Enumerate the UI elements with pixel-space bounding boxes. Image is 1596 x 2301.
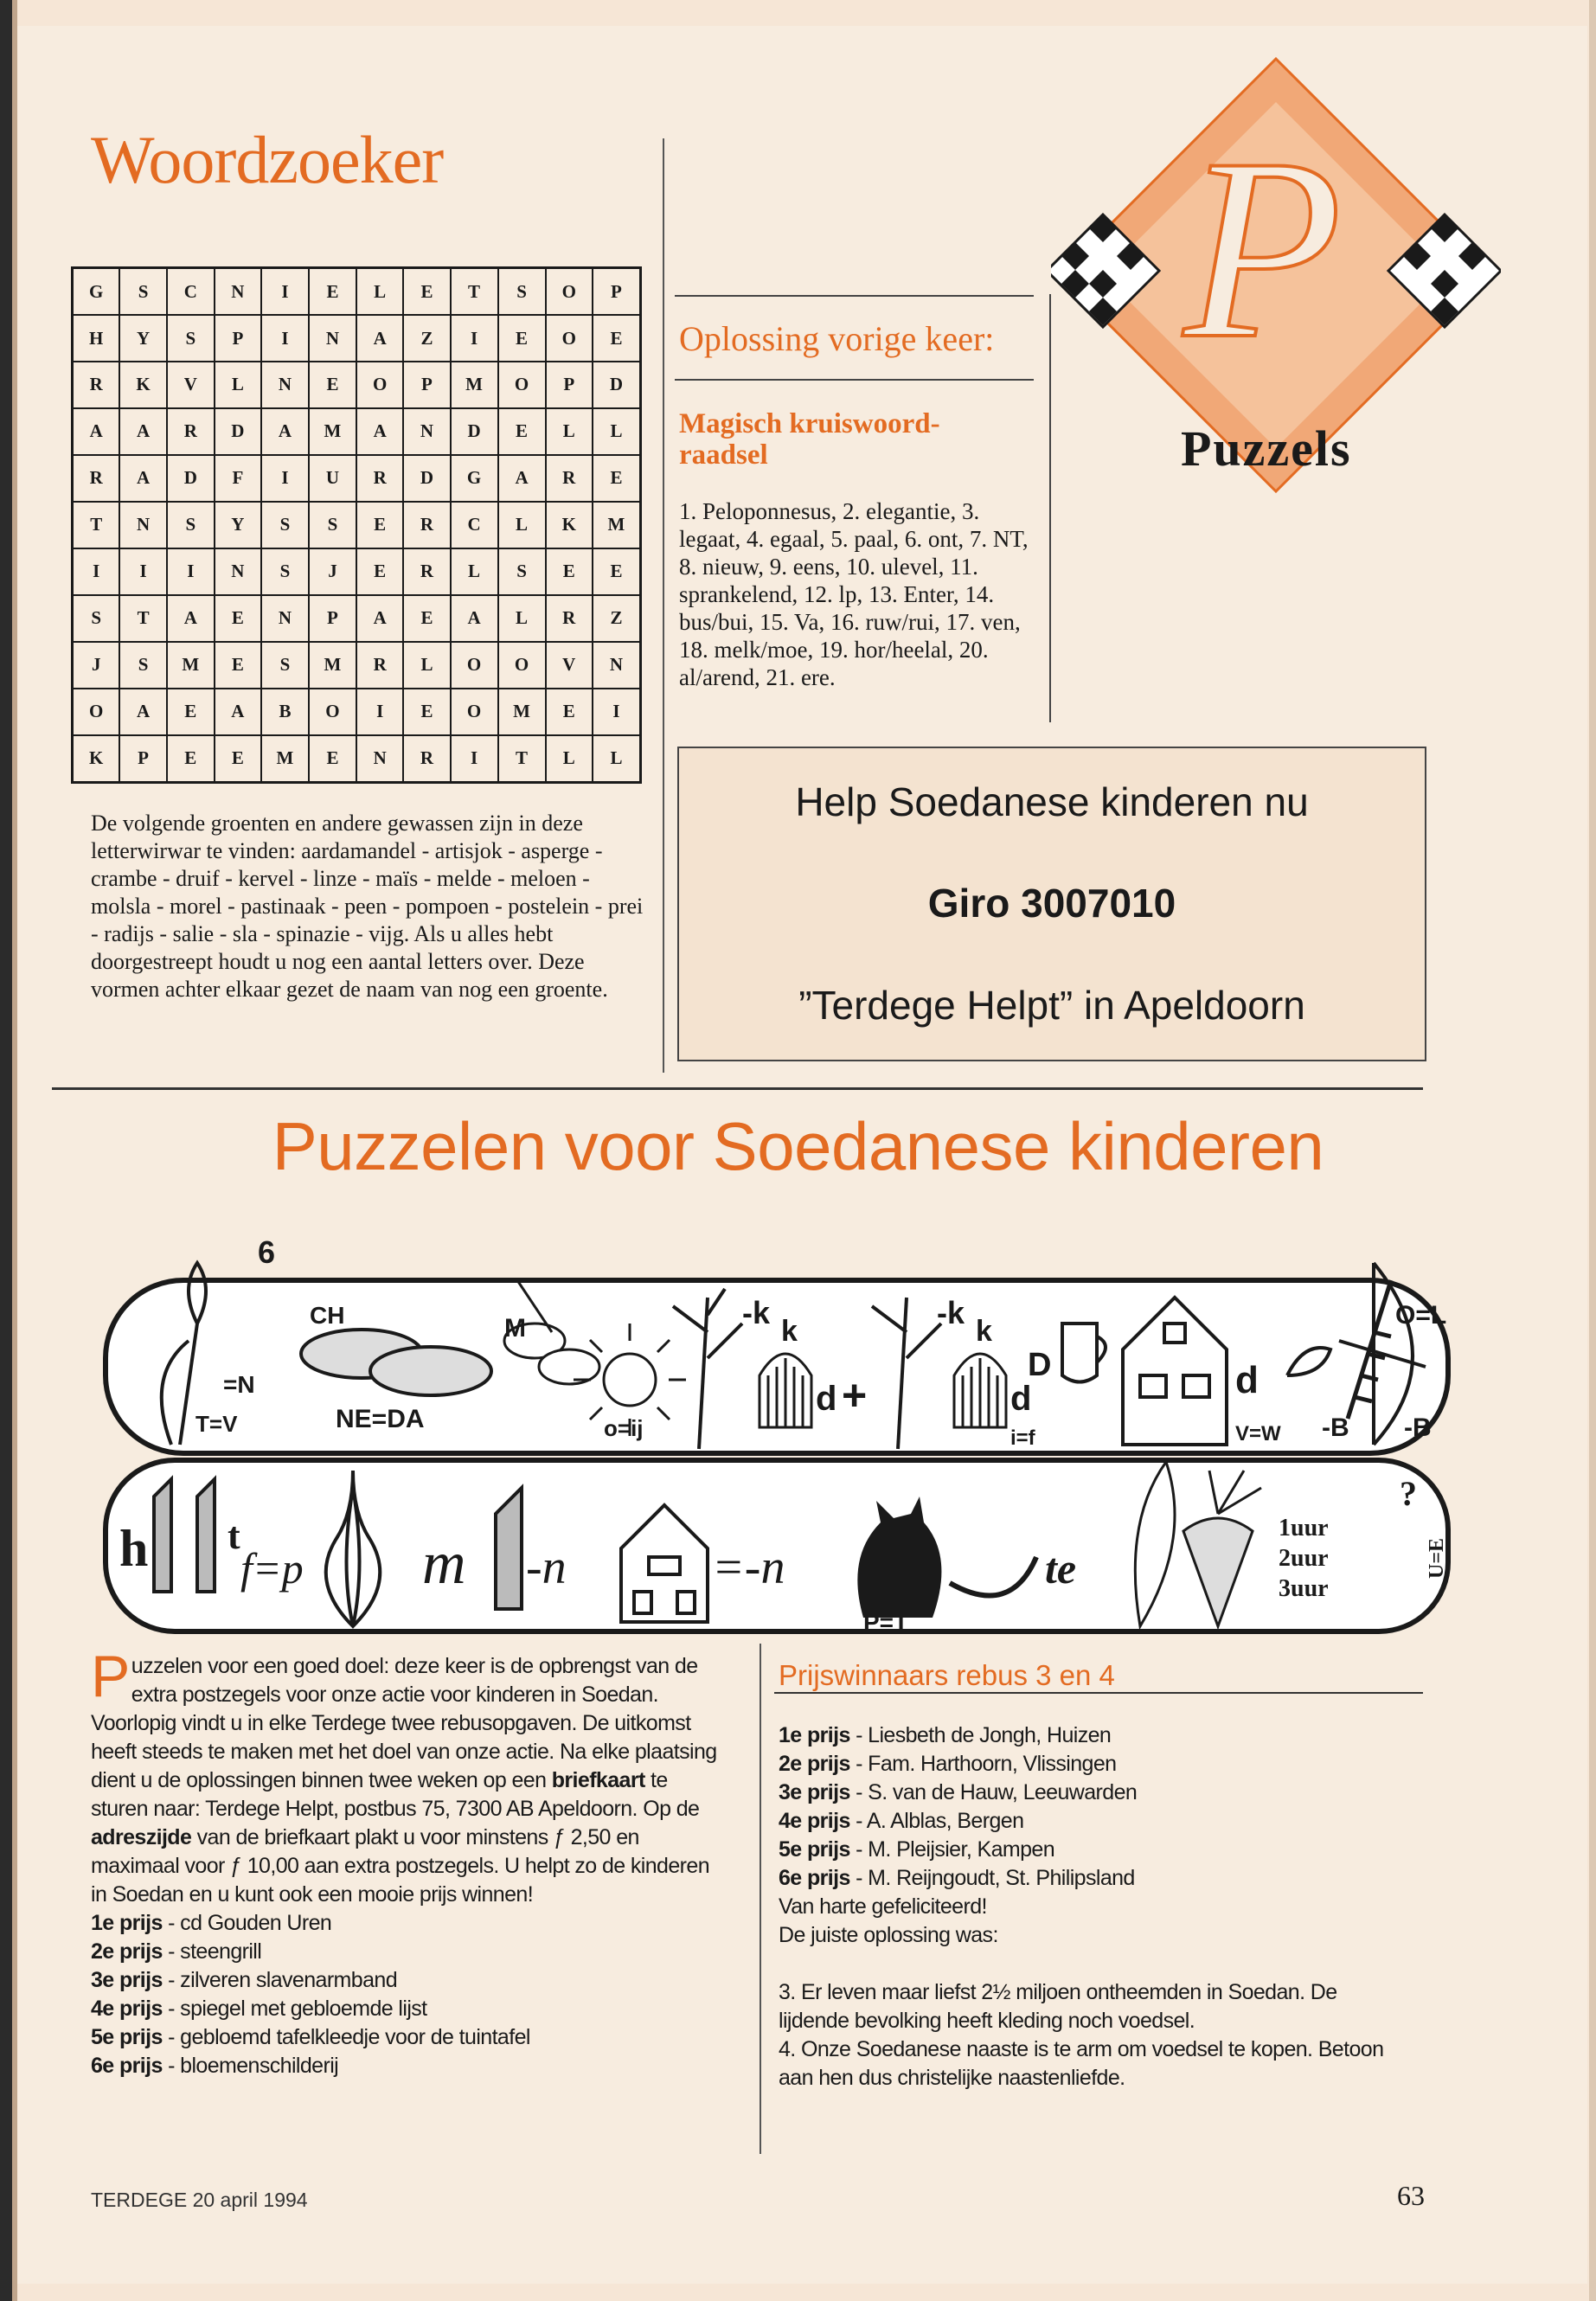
grid-cell: A <box>451 595 498 642</box>
grid-cell: I <box>261 268 309 316</box>
grid-cell: S <box>261 502 309 548</box>
grid-cell: L <box>356 268 403 316</box>
rebus-label: M <box>504 1314 526 1343</box>
grid-cell: I <box>119 548 166 595</box>
winners-list <box>779 1721 1410 1893</box>
grid-cell: A <box>356 595 403 642</box>
grid-cell: I <box>356 689 403 735</box>
giro-number: Giro 3007010 <box>927 881 1176 926</box>
grid-cell: I <box>261 455 309 502</box>
grid-cell: T <box>119 595 166 642</box>
grid-cell: L <box>593 735 641 783</box>
list-item: 5e prijs - M. Pleijsier, Kampen <box>779 1837 1055 1862</box>
grid-cell: S <box>73 595 120 642</box>
grid-cell: S <box>261 548 309 595</box>
list-item: 2e prijs - Fam. Harthoorn, Vlissingen <box>779 1752 1117 1776</box>
grid-cell: T <box>451 268 498 316</box>
grid-cell: Z <box>403 315 450 362</box>
grid-cell: E <box>356 502 403 548</box>
intro-paragraph-1: uzzelen voor een goed doel: deze keer is de opbrengst van de extra postzegels voor onze actie voor kinderen in Soedan. <box>131 1654 698 1707</box>
grid-cell: J <box>309 548 356 595</box>
rebus-label: ? <box>1400 1474 1417 1513</box>
intro-p2c: te sturen naar: Terdege Helpt, postbus 75, 7300 AB Apeldoorn. Op de <box>91 1768 700 1821</box>
grid-cell: I <box>167 548 215 595</box>
list-item: 1e prijs - cd Gouden Uren <box>91 1911 332 1935</box>
congrats-text: Van harte gefeliciteerd! <box>779 1894 987 1919</box>
grid-cell: B <box>261 689 309 735</box>
grid-cell: E <box>167 735 215 783</box>
rebus-label: T=V <box>195 1411 238 1437</box>
intro-text <box>91 1644 718 2080</box>
grid-cell: N <box>356 735 403 783</box>
oplossing-subheading: Magisch kruiswoord-raadsel <box>679 408 940 471</box>
grid-cell: N <box>215 548 261 595</box>
drop-cap: P <box>91 1644 130 1709</box>
rebus-label: CH <box>310 1302 345 1329</box>
grid-cell: P <box>215 315 261 362</box>
grid-cell: D <box>593 362 641 408</box>
grid-cell: K <box>119 362 166 408</box>
woordzoeker-instructions: De volgende groenten en andere gewassen zijn in deze letterwirwar te vinden: aardamandel - artisjok - asperge - crambe - druif - kervel - linze - maïs - melde - meloen - molsla - morel - pastinaak - peen - pompoen - postelein - prei - radijs - salie - sla - spinazie - vijg. Als u alles hebt doorgestreept houdt u nog een aantal letters over. Deze vormen achter elkaar gezet de naam van nog een groente. <box>91 811 644 1002</box>
grid-cell: D <box>167 455 215 502</box>
grid-cell: N <box>309 315 356 362</box>
grid-cell: N <box>119 502 166 548</box>
grid-cell: A <box>498 455 546 502</box>
grid-cell: R <box>403 735 450 783</box>
grid-cell: E <box>403 689 450 735</box>
grid-cell: P <box>309 595 356 642</box>
donation-line3: ”Terdege Helpt” in Apeldoorn <box>798 983 1305 1028</box>
column-divider <box>760 1644 761 2154</box>
rebus-label: -B <box>1404 1413 1432 1442</box>
rebus-label: t <box>228 1515 240 1557</box>
grid-cell: O <box>546 268 593 316</box>
grid-cell: T <box>498 735 546 783</box>
grid-cell: A <box>356 315 403 362</box>
intro-p2d: van de briefkaart plakt u voor minstens ƒ 2,50 en maximaal voor ƒ 10,00 aan extra postzegels. U helpt zo de kinderen in Soedan en u kunt ook een mooie prijs winnen! <box>91 1825 710 1907</box>
rebus-label: V=W <box>1235 1422 1281 1445</box>
rebus-row-1 <box>102 1228 1452 1458</box>
grid-cell: E <box>309 268 356 316</box>
grid-cell: J <box>73 642 120 689</box>
list-item: 3e prijs - zilveren slavenarmband <box>91 1968 397 1992</box>
intro-bold-1: briefkaart <box>551 1768 645 1792</box>
grid-cell: L <box>498 502 546 548</box>
grid-row <box>73 408 641 455</box>
grid-cell: S <box>498 548 546 595</box>
oplossing-answers: 1. Peloponnesus, 2. elegantie, 3. legaat, 4. egaal, 5. paal, 6. ont, 7. NT, 8. nieuw, 9. eens, 10. ulevel, 11. sprankelend, 12. lp, 13. Enter, 14. bus/bui, 15. Va, 16. ruw/rui, 17. ven, 18. melk/moe, 19. hor/heelal, 20. al/arend, 21. ere. <box>679 498 1029 690</box>
grid-cell: E <box>593 548 641 595</box>
grid-cell: Y <box>119 315 166 362</box>
grid-cell: R <box>356 642 403 689</box>
main-title: Puzzelen voor Soedanese kinderen <box>272 1108 1324 1184</box>
grid-cell: M <box>261 735 309 783</box>
grid-cell: M <box>309 642 356 689</box>
list-item: 3e prijs - S. van de Hauw, Leeuwarden <box>779 1780 1138 1804</box>
grid-cell: E <box>309 735 356 783</box>
grid-row <box>73 548 641 595</box>
grid-cell: A <box>215 689 261 735</box>
grid-cell: L <box>593 408 641 455</box>
grid-row <box>73 689 641 735</box>
grid-row <box>73 595 641 642</box>
grid-cell: O <box>451 642 498 689</box>
grid-cell: I <box>451 735 498 783</box>
grid-cell: E <box>167 689 215 735</box>
grid-cell: D <box>451 408 498 455</box>
grid-cell: P <box>546 362 593 408</box>
grid-cell: N <box>215 268 261 316</box>
grid-cell: C <box>451 502 498 548</box>
grid-row <box>73 268 641 316</box>
list-item: 4e prijs - A. Alblas, Bergen <box>779 1809 1024 1833</box>
grid-cell: A <box>119 689 166 735</box>
grid-cell: S <box>309 502 356 548</box>
grid-cell: R <box>403 548 450 595</box>
rebus-label: -k <box>742 1295 771 1330</box>
list-item: 6e prijs - bloemenschilderij <box>91 2054 339 2078</box>
grid-cell: O <box>73 689 120 735</box>
grid-cell: E <box>309 362 356 408</box>
grid-cell: R <box>546 455 593 502</box>
prize-list <box>91 1909 718 2080</box>
grid-cell: P <box>119 735 166 783</box>
grid-cell: M <box>451 362 498 408</box>
grid-cell: E <box>546 689 593 735</box>
grid-cell: L <box>546 408 593 455</box>
grid-cell: R <box>546 595 593 642</box>
grid-row <box>73 502 641 548</box>
grid-cell: E <box>403 268 450 316</box>
rebus-label: =-n <box>712 1541 785 1594</box>
grid-cell: E <box>215 735 261 783</box>
grid-cell: K <box>73 735 120 783</box>
grid-cell: O <box>356 362 403 408</box>
intro-bold-2: adreszijde <box>91 1825 192 1849</box>
solution-label: De juiste oplossing was: <box>779 1923 998 1947</box>
grid-cell: A <box>167 595 215 642</box>
footer-issue: TERDEGE 20 april 1994 <box>91 2189 308 2211</box>
grid-cell: E <box>498 315 546 362</box>
grid-cell: A <box>356 408 403 455</box>
list-item: 1e prijs - Liesbeth de Jongh, Huizen <box>779 1723 1112 1747</box>
rebus-label: 3uur <box>1279 1575 1329 1602</box>
grid-cell: L <box>498 595 546 642</box>
solution-1: 3. Er leven maar liefst 2½ miljoen ontheemden in Soedan. De lijdende bevolking heeft kleding noch voedsel. <box>779 1980 1337 2033</box>
grid-cell: O <box>498 642 546 689</box>
grid-cell: M <box>309 408 356 455</box>
rebus-label: d <box>1235 1359 1259 1401</box>
grid-row <box>73 642 641 689</box>
rebus-label: o=ij <box>604 1415 644 1441</box>
column-divider <box>663 138 664 1073</box>
divider <box>675 379 1034 381</box>
grid-cell: E <box>215 595 261 642</box>
grid-cell: I <box>73 548 120 595</box>
rebus-label: D <box>1028 1347 1052 1383</box>
grid-cell: S <box>119 642 166 689</box>
grid-cell: S <box>119 268 166 316</box>
rebus-label: i=f <box>1010 1426 1035 1450</box>
winners-heading: Prijswinnaars rebus 3 en 4 <box>779 1659 1115 1691</box>
rebus-label: 2uur <box>1279 1545 1329 1572</box>
rebus-label: + <box>842 1371 868 1420</box>
grid-cell: I <box>593 689 641 735</box>
rebus-label: P=T <box>863 1609 909 1635</box>
grid-cell: V <box>167 362 215 408</box>
grid-cell: R <box>73 362 120 408</box>
grid-row <box>73 735 641 783</box>
rebus-label: =N <box>223 1371 255 1398</box>
winners-body <box>779 1721 1410 2093</box>
grid-cell: S <box>261 642 309 689</box>
grid-cell: S <box>167 315 215 362</box>
page-number: 63 <box>1397 2180 1425 2211</box>
rebus-label: d <box>816 1380 837 1418</box>
logo-word: Puzzels <box>1181 420 1352 477</box>
grid-cell: M <box>593 502 641 548</box>
grid-cell: R <box>356 455 403 502</box>
grid-cell: L <box>546 735 593 783</box>
list-item: 4e prijs - spiegel met gebloemde lijst <box>91 1997 427 2021</box>
oplossing-heading: Oplossing vorige keer: <box>679 319 995 358</box>
grid-cell: K <box>546 502 593 548</box>
rebus-label: -n <box>526 1541 567 1594</box>
grid-cell: T <box>73 502 120 548</box>
grid-cell: C <box>167 268 215 316</box>
rebus-label: -B <box>1322 1413 1349 1442</box>
rebus-label: h <box>119 1520 149 1577</box>
grid-cell: A <box>261 408 309 455</box>
rebus-label: k <box>781 1315 798 1348</box>
grid-cell: O <box>546 315 593 362</box>
rebus-label: m <box>422 1530 466 1597</box>
grid-row <box>73 455 641 502</box>
grid-cell: M <box>498 689 546 735</box>
donation-box <box>677 747 1426 1061</box>
grid-cell: E <box>546 548 593 595</box>
section-divider <box>52 1087 1423 1090</box>
grid-cell: E <box>593 455 641 502</box>
intro-p2a: Voorlopig vindt u in elke Terdege twee rebusopgaven. De uitkomst heeft steeds te maken met het doel van onze actie. Na elke plaatsing dient u de oplossingen binnen twee weken op een <box>91 1711 717 1792</box>
logo-letter: P <box>1183 105 1343 392</box>
grid-cell: R <box>403 502 450 548</box>
donation-line1: Help Soedanese kinderen nu <box>795 779 1309 824</box>
grid-cell: S <box>167 502 215 548</box>
grid-cell: O <box>451 689 498 735</box>
grid-cell: F <box>215 455 261 502</box>
divider <box>774 1692 1423 1694</box>
grid-row <box>73 315 641 362</box>
grid-cell: G <box>73 268 120 316</box>
rebus-label: O=L <box>1395 1301 1447 1330</box>
grid-cell: E <box>356 548 403 595</box>
grid-cell: I <box>451 315 498 362</box>
grid-cell: P <box>593 268 641 316</box>
grid-cell: P <box>403 362 450 408</box>
grid-cell: Z <box>593 595 641 642</box>
grid-cell: N <box>261 595 309 642</box>
grid-cell: E <box>403 595 450 642</box>
grid-cell: L <box>215 362 261 408</box>
word-search-grid <box>71 266 642 784</box>
grid-cell: O <box>309 689 356 735</box>
divider <box>675 295 1034 297</box>
list-item: 6e prijs - M. Reijngoudt, St. Philipsland <box>779 1866 1135 1890</box>
rebus-row-2 <box>102 1453 1452 1635</box>
grid-cell: A <box>119 408 166 455</box>
rebus-label: d <box>1010 1380 1032 1418</box>
list-item: 2e prijs - steengrill <box>91 1939 262 1964</box>
rebus-label: 1uur <box>1279 1515 1329 1541</box>
grid-cell: N <box>593 642 641 689</box>
grid-cell: Y <box>215 502 261 548</box>
grid-cell: I <box>261 315 309 362</box>
rebus-label: -k <box>937 1295 965 1330</box>
list-item: 5e prijs - gebloemd tafelkleedje voor de tuintafel <box>91 2025 530 2049</box>
grid-cell: U <box>309 455 356 502</box>
grid-row <box>73 362 641 408</box>
grid-cell: R <box>167 408 215 455</box>
grid-cell: H <box>73 315 120 362</box>
grid-cell: E <box>498 408 546 455</box>
rebus-label: te <box>1045 1544 1077 1593</box>
grid-cell: A <box>73 408 120 455</box>
grid-cell: N <box>261 362 309 408</box>
grid-cell: O <box>498 362 546 408</box>
solution-2: 4. Onze Soedanese naaste is te arm om voedsel te kopen. Betoon aan hen dus christelijke naastenliefde. <box>779 2037 1384 2090</box>
rebus-label: f=p <box>240 1544 304 1593</box>
grid-cell: G <box>451 455 498 502</box>
rebus-label: k <box>976 1315 992 1348</box>
grid-cell: R <box>73 455 120 502</box>
rebus-label: NE=DA <box>336 1405 425 1433</box>
grid-cell: L <box>403 642 450 689</box>
grid-cell: V <box>546 642 593 689</box>
grid-cell: E <box>593 315 641 362</box>
grid-cell: S <box>498 268 546 316</box>
grid-cell: N <box>403 408 450 455</box>
woordzoeker-title: Woordzoeker <box>91 122 444 197</box>
grid-cell: M <box>167 642 215 689</box>
grid-cell: L <box>451 548 498 595</box>
grid-cell: D <box>215 408 261 455</box>
rebus-label: U=E <box>1426 1537 1448 1579</box>
grid-cell: E <box>215 642 261 689</box>
rebus-label: 6 <box>258 1234 276 1270</box>
grid-cell: A <box>119 455 166 502</box>
grid-cell: D <box>403 455 450 502</box>
